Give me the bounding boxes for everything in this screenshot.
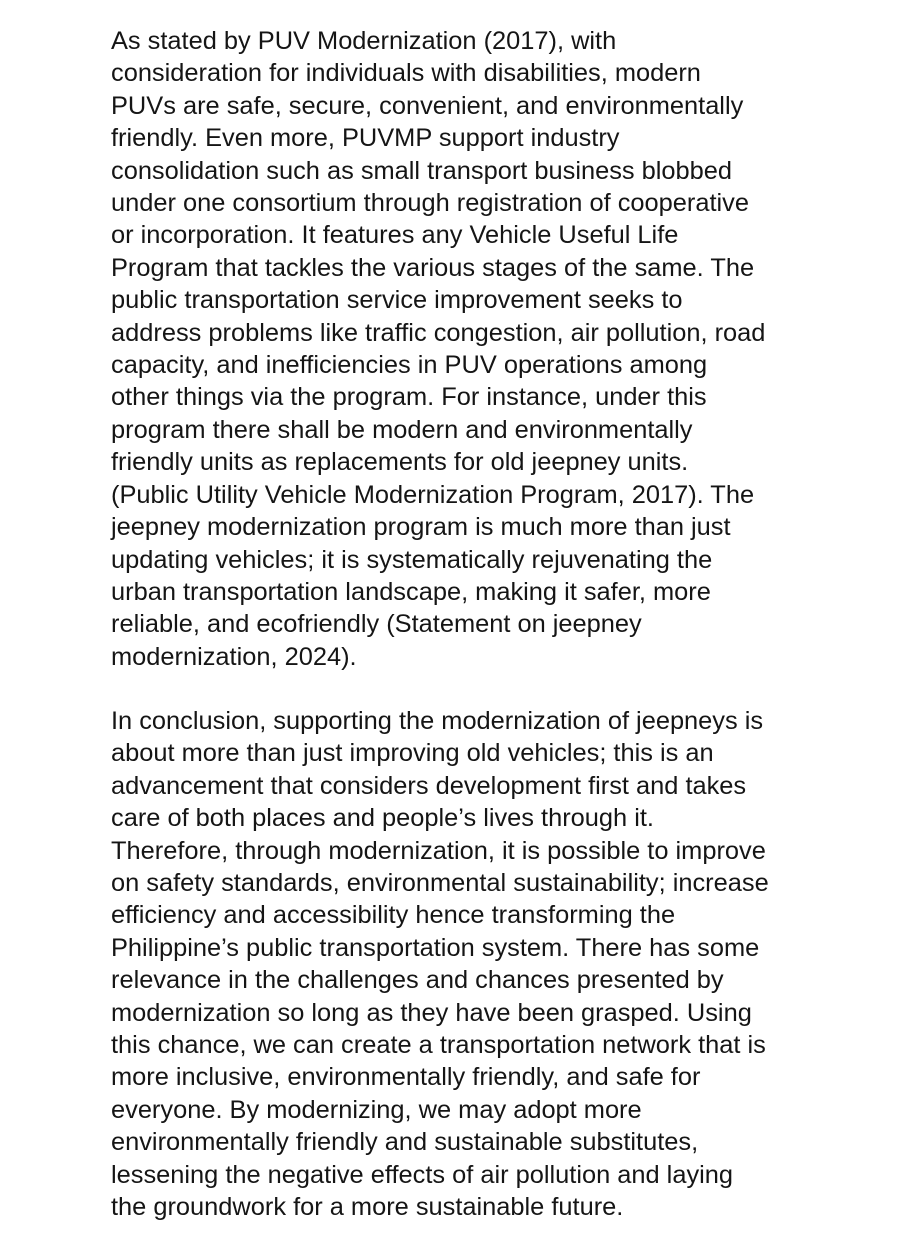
text-line: advancement that considers development first and takes (111, 771, 747, 800)
text-line: As stated by PUV Modernization (2017), with (111, 27, 617, 55)
text-line: (Public Utility Vehicle Modernization Program, 2017). The (111, 480, 755, 509)
text-line: friendly. Even more, PUVMP support industry (111, 124, 620, 153)
text-line: program there shall be modern and environmentally (111, 415, 693, 444)
text-line: friendly units as replacements for old jeepney units. (111, 448, 689, 477)
text-line: on safety standards, environmental sustainability; increase (111, 869, 769, 898)
text-line: other things via the program. For instance, under this (111, 383, 707, 412)
text-line: updating vehicles; it is systematically rejuvenating the (111, 545, 713, 574)
text-line: modernization, 2024). (111, 642, 357, 671)
text-line: consolidation such as small transport business blobbed (111, 156, 733, 185)
text-line: this chance, we can create a transportation network that is (111, 1031, 766, 1060)
text-line: Therefore, through modernization, it is possible to improve (111, 836, 766, 865)
text-line: reliable, and ecofriendly (Statement on jeepney (111, 610, 642, 639)
paragraph-conclusion (111, 705, 871, 1224)
text-line: everyone. By modernizing, we may adopt more (111, 1095, 642, 1124)
paragraph-puv-modernization (111, 25, 871, 673)
text-line: care of both places and people’s lives through it. (111, 804, 654, 833)
text-line: Philippine’s public transportation system. There has some (111, 933, 760, 962)
text-line: In conclusion, supporting the modernization of jeepneys is (111, 707, 764, 735)
text-line: PUVs are safe, secure, convenient, and environmentally (111, 91, 744, 120)
text-line: efficiency and accessibility hence transforming the (111, 901, 676, 930)
text-line: modernization so long as they have been grasped. Using (111, 998, 752, 1027)
text-line: under one consortium through registration of cooperative (111, 189, 749, 218)
text-line: the groundwork for a more sustainable future. (111, 1193, 624, 1222)
text-line: jeepney modernization program is much more than just (111, 513, 731, 542)
text-line: address problems like traffic congestion, air pollution, road (111, 318, 766, 347)
text-line: urban transportation landscape, making it safer, more (111, 577, 711, 606)
text-line: relevance in the challenges and chances presented by (111, 966, 724, 995)
text-line: public transportation service improvement seeks to (111, 286, 683, 315)
text-line: environmentally friendly and sustainable substitutes, (111, 1128, 699, 1157)
text-line: Program that tackles the various stages of the same. The (111, 253, 755, 282)
text-line: consideration for individuals with disabilities, modern (111, 59, 701, 88)
text-line: capacity, and inefficiencies in PUV operations among (111, 351, 708, 380)
text-line: or incorporation. It features any Vehicle Useful Life (111, 221, 679, 250)
text-line: more inclusive, environmentally friendly, and safe for (111, 1063, 701, 1092)
text-line: about more than just improving old vehicles; this is an (111, 739, 714, 768)
text-line: lessening the negative effects of air pollution and laying (111, 1160, 734, 1189)
